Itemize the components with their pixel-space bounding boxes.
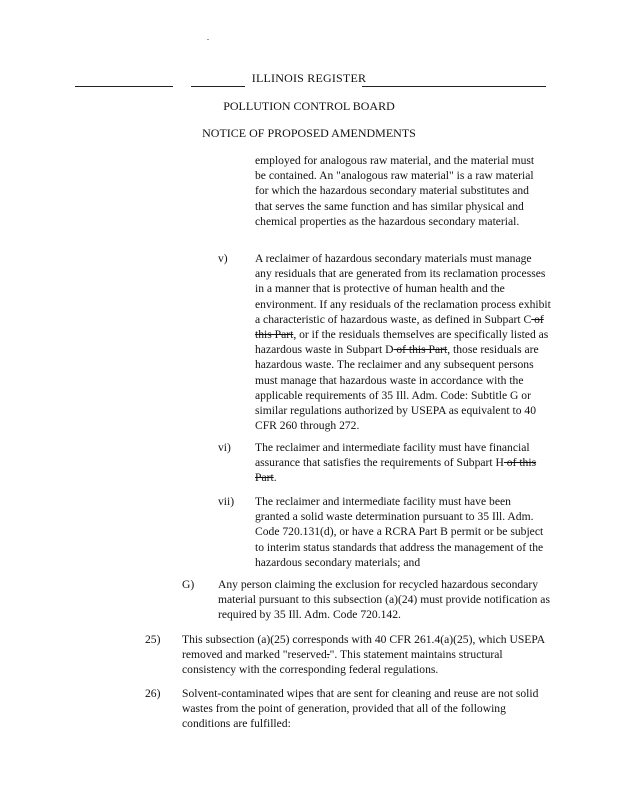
item-25-text: [182, 632, 548, 678]
item-vi-text: [255, 440, 547, 486]
item-25-text-a: This subsection (a)(25) corresponds with 40 CFR 261.4(a)(25), which USEPA removed and marked "reserved: [182, 633, 545, 662]
intro-continuation: employed for analogous raw material, and the material must be contained. An "analogous raw material" is a raw material for which the hazardous secondary material substitutes and that serves the same function and has similar physical and chemical properties as the hazardous secondary material.: [255, 154, 535, 228]
header-rule-left: [75, 86, 173, 87]
item-v-text-c: , those residuals are hazardous waste. The reclaimer and any subsequent persons must manage that hazardous waste in accordance with the applicable requirements of 35 Ill. Adm. Code: Subtitle G or similar regulations authorized by USEPA as equivalent to 40 CFR 260 through 272.: [255, 343, 539, 433]
item-26-text: Solvent-contaminated wipes that are sent for cleaning and reuse are not solid wastes from the point of generation, provided that all of the following conditions are fulfilled:: [182, 687, 539, 731]
notice-title: NOTICE OF PROPOSED AMENDMENTS: [202, 126, 416, 140]
item-vii-label: vii): [218, 495, 235, 508]
item-vi-strike-a: of this Part: [255, 456, 537, 485]
header-rule-mid: [191, 86, 245, 87]
header-rule-right: [362, 86, 546, 87]
item-v-strike-a: of this Part: [255, 312, 544, 342]
board-title: POLLUTION CONTROL BOARD: [223, 99, 395, 113]
item-25-label: 25): [145, 633, 161, 646]
item-vi-label: vi): [218, 441, 231, 454]
item-v-label: v): [218, 252, 228, 265]
item-v-text-b: , or if the residuals themselves are specifically listed as hazardous waste in Subpart D: [255, 328, 549, 357]
item-v-strike-b: of this Part: [393, 343, 448, 357]
item-vi-text-a: The reclaimer and intermediate facility must have financial assurance that satisfies the requirements of Subpart H: [255, 441, 530, 470]
register-title: ILLINOIS REGISTER: [251, 71, 367, 85]
item-26-label: 26): [145, 687, 161, 700]
item-vi-text-b: .: [273, 471, 277, 485]
item-25-strike-a: .: [326, 648, 330, 662]
item-G-text: Any person claiming the exclusion for recycled hazardous secondary material pursuant to this subsection (a)(24) must provide notification as required by 35 Ill. Adm. Code 720.142.: [218, 578, 550, 622]
item-G-label: G): [182, 578, 195, 591]
item-v-text-a: A reclaimer of hazardous secondary materials must manage any residuals that are generated from its reclamation processes in a manner that is protective of human health and the environment. If any residuals of the reclamation process exhibit a characteristic of hazardous waste, as defined in Subpart C: [255, 252, 551, 326]
scan-speck: [207, 39, 209, 40]
item-vii-text: The reclaimer and intermediate facility must have been granted a solid waste determination pursuant to 35 Ill. Adm. Code 720.131(d), or have a RCRA Part B permit or be subject to interim status standards that address the management of the hazardous secondary materials; and: [255, 495, 544, 569]
item-v-text: [255, 251, 551, 433]
item-25-text-b: ". This statement maintains structural consistency with the corresponding federal regulations.: [182, 648, 503, 677]
